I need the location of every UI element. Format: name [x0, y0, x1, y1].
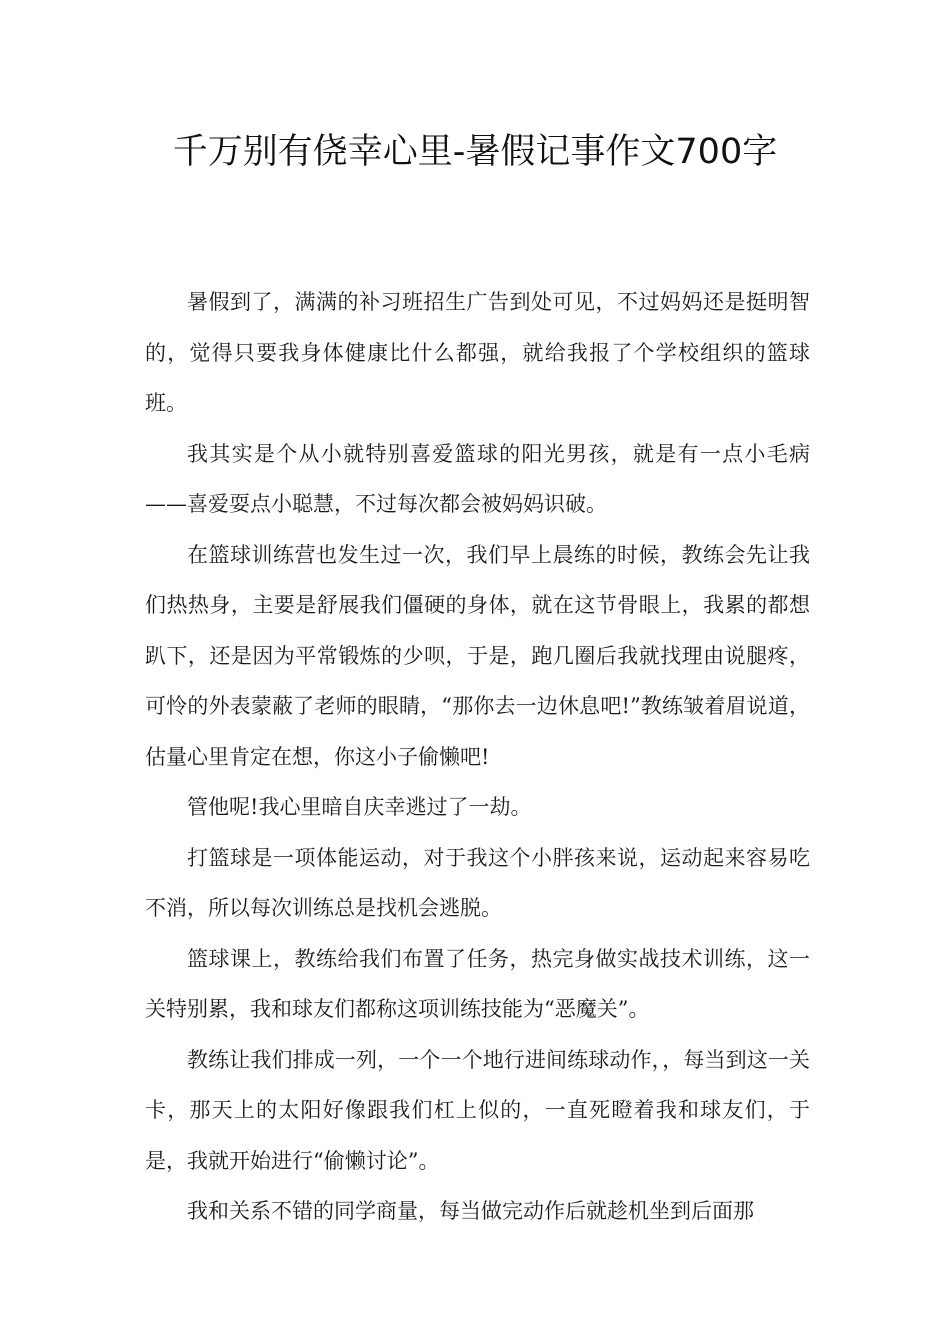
paragraph: 管他呢!我心里暗自庆幸逃过了一劫。 — [187, 795, 532, 819]
paragraph: 教练让我们排成一列，一个一个地行进间练球动作，，每当到这一关卡，那天上的太阳好像跟我们杠上似的，一直死瞪着我和球友们，于是，我就开始进行“偷懒讨论”。 — [145, 1047, 810, 1173]
document-title: 千万别有侥幸心里-暑假记事作文700字 — [172, 132, 778, 172]
paragraph: 篮球课上，教练给我们布置了任务，热完身做实战技术训练，这一关特别累，我和球友们都称这项训练技能为“恶魔关”。 — [145, 946, 810, 1021]
paragraph: 打篮球是一项体能运动，对于我这个小胖孩来说，运动起来容易吃不消，所以每次训练总是找机会逃脱。 — [145, 845, 810, 920]
paragraph: 我其实是个从小就特别喜爱篮球的阳光男孩，就是有一点小毛病——喜爱耍点小聪慧，不过每次都会被妈妈识破。 — [145, 441, 810, 516]
paragraph: 在篮球训练营也发生过一次，我们早上晨练的时候，教练会先让我们热热身，主要是舒展我们僵硬的身体，就在这节骨眼上，我累的都想趴下，还是因为平常锻炼的少呗，于是，跑几圈后我就找理由说腿疼，可怜的外表蒙蔽了老师的眼睛，“那你去一边休息吧!”教练皱着眉说道，估量心里肯定在想，你这小子偷懒吧! — [145, 542, 810, 769]
document-body — [145, 277, 810, 1237]
paragraph: 我和关系不错的同学商量，每当做完动作后就趁机坐到后面那 — [187, 1199, 754, 1223]
paragraph: 暑假到了，满满的补习班招生广告到处可见，不过妈妈还是挺明智的，觉得只要我身体健康比什么都强，就给我报了个学校组织的篮球班。 — [145, 290, 810, 415]
